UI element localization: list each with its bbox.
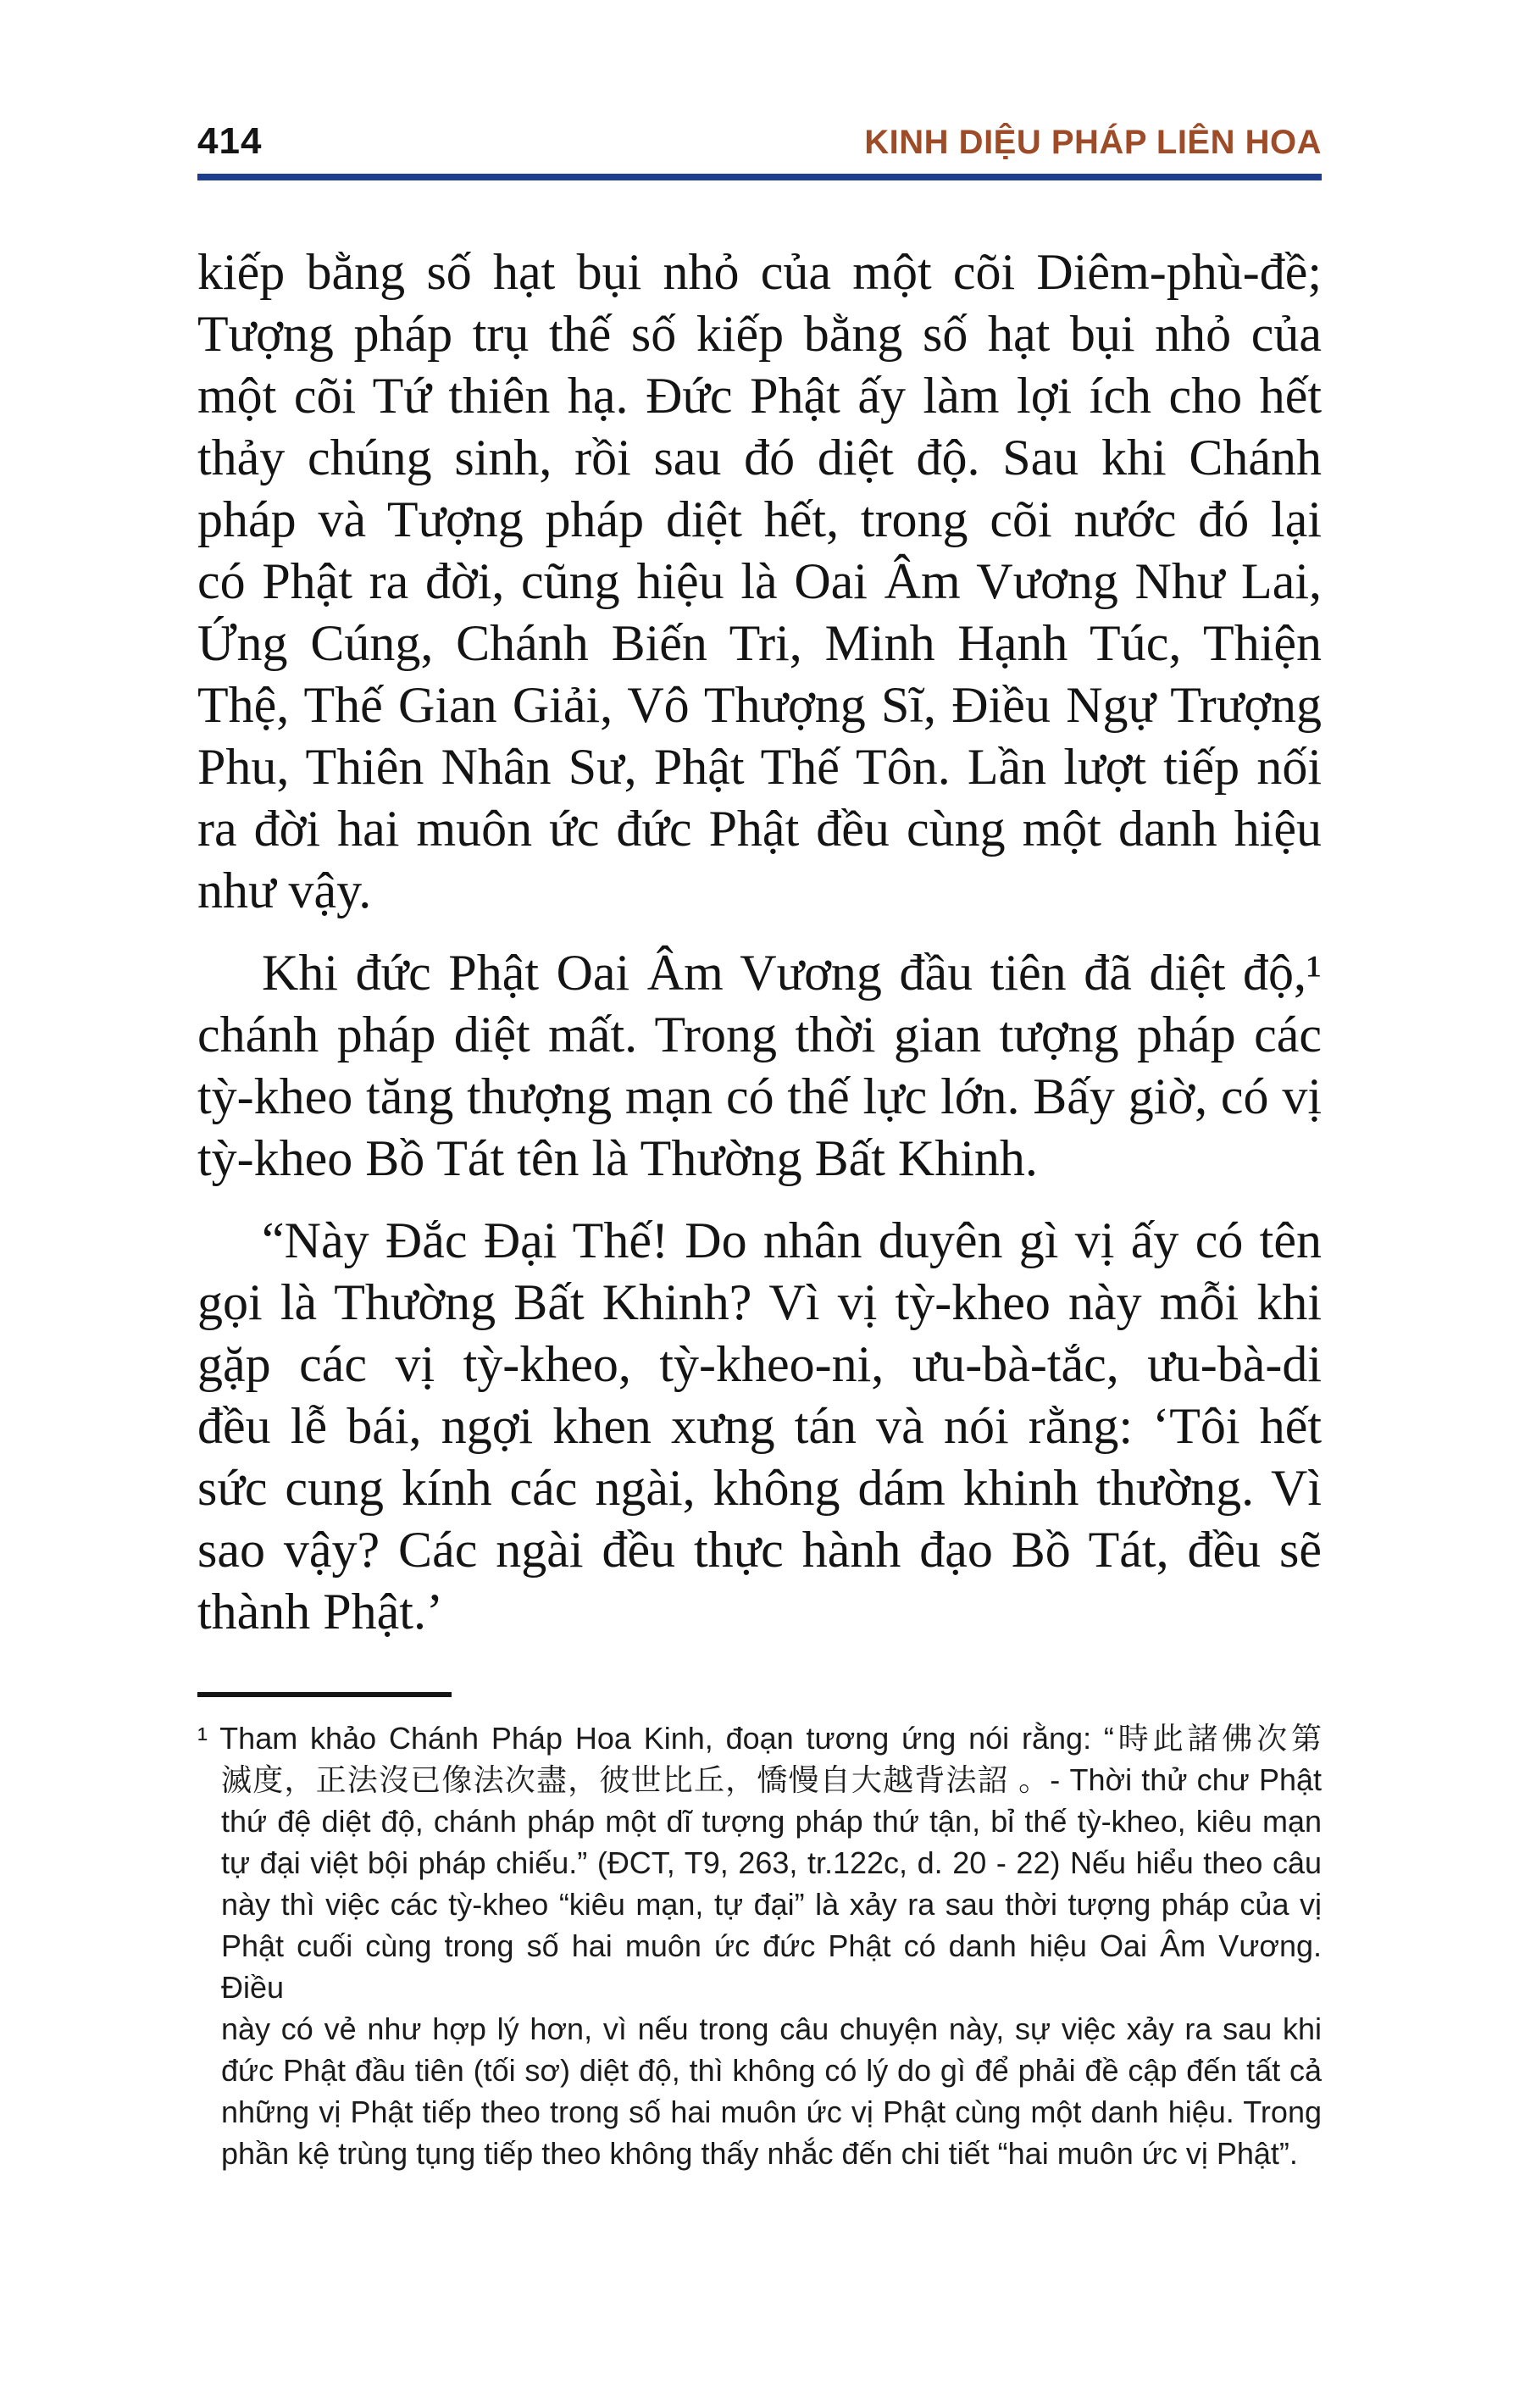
footnote-line: phần kệ trùng tụng tiếp theo không thấy nhắc đến chi tiết “hai muôn ức vị Phật”. bbox=[221, 2136, 1298, 2171]
footnote-line: 滅度，正法沒已像法次盡，彼世比丘，憍慢自大越背法詔 。- Thời thử chư Phật bbox=[221, 1762, 1322, 1797]
footnote-line: ¹ Tham khảo Chánh Pháp Hoa Kinh, đoạn tương ứng nói rằng: “時此諸佛次第 bbox=[197, 1721, 1322, 1756]
text-line: “Này Đắc Đại Thế! Do nhân duyên gì vị ấy có tên bbox=[262, 1212, 1322, 1268]
book-page bbox=[0, 120, 1525, 2408]
text-line: pháp và Tượng pháp diệt hết, trong cõi nước đó lại bbox=[197, 491, 1322, 547]
paragraph bbox=[197, 241, 1322, 922]
page-number: 414 bbox=[197, 120, 263, 162]
text-line: kiếp bằng số hạt bụi nhỏ của một cõi Diêm-phù-đề; bbox=[197, 244, 1322, 300]
body-text bbox=[197, 241, 1322, 1643]
text-line: sao vậy? Các ngài đều thực hành đạo Bồ Tát, đều sẽ bbox=[197, 1522, 1322, 1578]
text-line: có Phật ra đời, cũng hiệu là Oai Âm Vương Như Lai, bbox=[197, 553, 1322, 609]
text-line: chánh pháp diệt mất. Trong thời gian tượng pháp các bbox=[197, 1007, 1322, 1063]
text-line: tỳ-kheo tăng thượng mạn có thế lực lớn. Bấy giờ, có vị bbox=[197, 1068, 1322, 1124]
text-line: tỳ-kheo Bồ Tát tên là Thường Bất Khinh. bbox=[197, 1130, 1038, 1186]
text-line: sức cung kính các ngài, không dám khinh thường. Vì bbox=[197, 1460, 1322, 1516]
footnote-line: những vị Phật tiếp theo trong số hai muôn ức vị Phật cùng một danh hiệu. Trong bbox=[221, 2095, 1322, 2129]
footnote-line: này thì việc các tỳ-kheo “kiêu mạn, tự đại” là xảy ra sau thời tượng pháp của vị bbox=[221, 1887, 1322, 1922]
text-line: Khi đức Phật Oai Âm Vương đầu tiên đã diệt độ,¹ bbox=[262, 945, 1322, 1001]
text-line: như vậy. bbox=[197, 863, 372, 918]
paragraph bbox=[197, 942, 1322, 1190]
header-rule bbox=[197, 174, 1322, 180]
page-header bbox=[197, 120, 1322, 163]
footnote-line: đức Phật đầu tiên (tối sơ) diệt độ, thì không có lý do gì để phải đề cập đến tất cả bbox=[221, 2053, 1322, 2088]
text-line: Phu, Thiên Nhân Sư, Phật Thế Tôn. Lần lượt tiếp nối bbox=[197, 739, 1322, 795]
footnote-line: thứ đệ diệt độ, chánh pháp một dĩ tượng pháp thứ tận, bỉ thế tỳ-kheo, kiêu mạn bbox=[221, 1804, 1322, 1839]
paragraph bbox=[197, 1210, 1322, 1643]
footnote bbox=[197, 1717, 1322, 2174]
text-line: Thệ, Thế Gian Giải, Vô Thượng Sĩ, Điều Ngự Trượng bbox=[197, 677, 1322, 733]
text-line: đều lễ bái, ngợi khen xưng tán và nói rằng: ‘Tôi hết bbox=[197, 1398, 1322, 1454]
footnote-line: tự đại việt bội pháp chiếu.” (ĐCT, T9, 263, tr.122c, d. 20 - 22) Nếu hiểu theo câu bbox=[221, 1845, 1322, 1880]
footnote-separator bbox=[197, 1692, 452, 1697]
text-line: gặp các vị tỳ-kheo, tỳ-kheo-ni, ưu-bà-tắc, ưu-bà-di bbox=[197, 1336, 1322, 1392]
text-line: một cõi Tứ thiên hạ. Đức Phật ấy làm lợi ích cho hết bbox=[197, 368, 1322, 424]
footnote-line: Phật cuối cùng trong số hai muôn ức đức Phật có danh hiệu Oai Âm Vương. Điều bbox=[221, 1928, 1322, 2005]
text-line: Tượng pháp trụ thế số kiếp bằng số hạt bụi nhỏ của bbox=[197, 306, 1322, 362]
text-line: gọi là Thường Bất Khinh? Vì vị tỳ-kheo này mỗi khi bbox=[197, 1274, 1322, 1330]
text-line: thành Phật.’ bbox=[197, 1584, 443, 1640]
footnote-line: này có vẻ như hợp lý hơn, vì nếu trong câu chuyện này, sự việc xảy ra sau khi bbox=[221, 2011, 1322, 2046]
text-line: Ứng Cúng, Chánh Biến Tri, Minh Hạnh Túc, Thiện bbox=[197, 615, 1322, 671]
text-line: ra đời hai muôn ức đức Phật đều cùng một danh hiệu bbox=[197, 801, 1322, 857]
running-title: KINH DIỆU PHÁP LIÊN HOA bbox=[864, 124, 1322, 161]
text-line: thảy chúng sinh, rồi sau đó diệt độ. Sau khi Chánh bbox=[197, 430, 1322, 485]
